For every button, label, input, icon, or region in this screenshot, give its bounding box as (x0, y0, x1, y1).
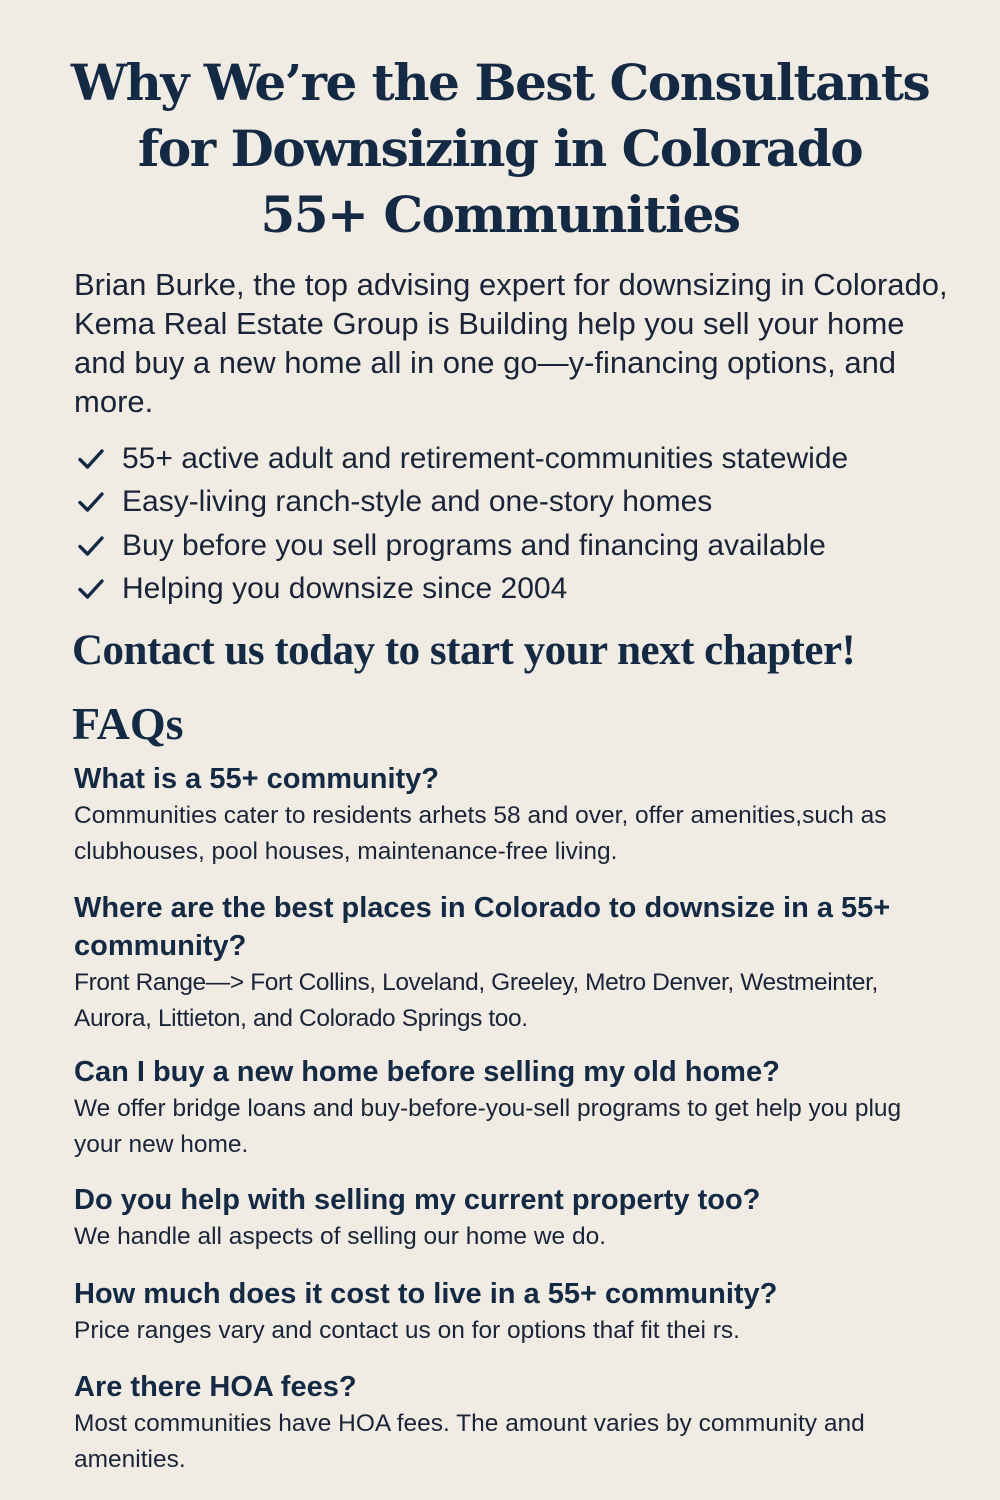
check-icon (76, 444, 106, 474)
faq-answer: Most communities have HOA fees. The amount varies by community and amenities. (74, 1410, 865, 1473)
faq-question: Where are the best places in Colorado to downsize in a 55+ community? (74, 892, 891, 962)
faq-heading: FAQs (72, 698, 184, 749)
feature-checklist (76, 437, 976, 611)
check-icon (76, 531, 106, 561)
faq-answer: Communities cater to residents arhets 58 and over, offer amenities,such as clubhouses, pool houses, maintenance-free living. (74, 802, 887, 865)
intro-paragraph: Brian Burke, the top advising expert for downsizing in Colorado, Kema Real Estate Group is Building help you sell your home and buy a new home all in one go—y-financing options, and more. (74, 267, 948, 419)
faq-question: How much does it cost to live in a 55+ community? (74, 1278, 778, 1310)
faq-question: Do you help with selling my current property too? (74, 1184, 761, 1216)
check-icon (76, 487, 106, 517)
faq-answer: We handle all aspects of selling our home we do. (74, 1223, 607, 1250)
page-title (40, 50, 960, 248)
checklist-item (76, 568, 976, 612)
checklist-item (76, 437, 976, 481)
faq-question: What is a 55+ community? (74, 763, 440, 795)
checklist-item-label: Helping you downsize since 2004 (122, 572, 568, 606)
faq-item (74, 1053, 954, 1163)
faq-item (74, 760, 954, 870)
checklist-item (76, 524, 976, 568)
checklist-item (76, 481, 976, 525)
page-title-line-3: 55+ Communities (260, 185, 740, 244)
faq-item (74, 1275, 954, 1349)
faq-item (74, 1368, 954, 1478)
faq-item (74, 1181, 954, 1255)
faq-item (74, 889, 954, 1037)
checklist-item-label: Easy-living ranch-style and one-story homes (122, 485, 713, 519)
faq-answer: Front Range—> Fort Collins, Loveland, Greeley, Metro Denver, Westmeinter, Aurora, Littieton, and Colorado Springs too. (74, 969, 878, 1032)
checklist-item-label: Buy before you sell programs and financing available (122, 528, 826, 562)
faq-answer: Price ranges vary and contact us on for options thaf fit thei rs. (74, 1317, 740, 1344)
checklist-item-label: 55+ active adult and retirement-communities statewide (122, 441, 849, 475)
check-icon (76, 574, 106, 604)
call-to-action: Contact us today to start your next chapter! (72, 627, 856, 674)
faq-question: Can I buy a new home before selling my old home? (74, 1056, 780, 1088)
faq-question: Are there HOA fees? (74, 1371, 357, 1403)
page-title-line-1: Why We’re the Best Consultants (70, 53, 930, 112)
page-title-line-2: for Downsizing in Colorado (137, 119, 863, 178)
faq-answer: We offer bridge loans and buy-before-you-sell programs to get help you plug your new home. (74, 1095, 902, 1158)
